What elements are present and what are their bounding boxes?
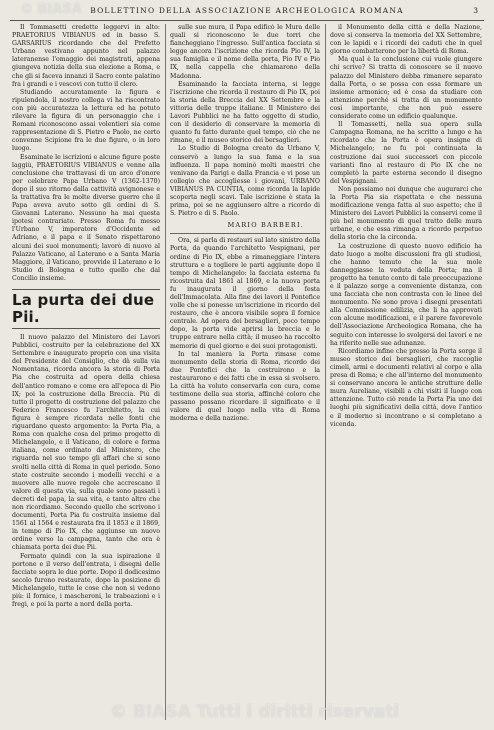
paragraph: Il Tomassetti, nella sua opera sulla Campagna Romana, ne ha scritto a lungo e ha ricordato che la Porta è opera insigne di Michelangelo; ne fu poi continuata la costruzione dai suoi successori con piccole varianti fino al restauro di Pio IX che ne completò la parte esterna secondo il disegno del Vespignani. xyxy=(330,121,482,185)
paragraph: La costruzione di questo nuovo edificio ha dato luogo a molte discussioni fra gli studiosi, che hanno temuto che la sua mole danneggiasse la veduta della Porta; ma il progetto ha tenuto conto di tale preoccupazione e il palazzo sorge a conveniente distanza, con una facciata che non contrasta con le linee del monumento. Ne sono prova i disegni presentati alla Commissione edilizia, che li ha approvati con alcune modificazioni, e il parere favorevole dell'Associazione Archeologica Romana, che ha seguito con interesse lo svolgersi dei lavori e ne ha riferito nelle sue adunanze. xyxy=(330,242,482,347)
paragraph: Il Tommasetti credette leggervi in alto: PRAETORIUS VIBIANUS ed in basso S. GARSARIUS ricordando che del Prefetto Urbano vestivano appunto nel palazzo lateranense l'omaggio dei magistrati, appena giungeva notizia della sua elezione a Roma, e che gli si faceva innanzi il Sacro conte palatino fra i grandi e i vescovi con tutto il clero. xyxy=(12,24,160,88)
column-divider-2 xyxy=(325,24,326,720)
journal-title: BOLLETTINO DELLA ASSOCIAZIONE ARCHEOLOGICA ROMANA xyxy=(90,6,404,15)
paragraph: Esaminate le iscrizioni e alcune figure poste laggiù, PRAETORIUS VIBIANUS e venne alla conclusione che trattavasi di un arco d'onore per celebrare Papa Urbano V (1362-1370) dopo il suo ritorno dalla cattività avignonese e la trattativa fra le molte diverse guerre che il Papa aveva avuto sotto gli ordini di S. Giovanni Laterano. Nessuno ha mai questa ipotesi contrariato. Presso Roma fu messo l'Urbano V, imperatore d'Occidente ed Adriano, e il papa e il Senato rispettarono alcuni dei suoi monumenti; lavorò di nuovo al Palazzo Vaticano, al Laterano e a Santa Maria Maggiore, il Vaticano, provvide il Laterano e lo Studio di Bologna e tutto quello che dal Concilio insieme. xyxy=(12,153,160,282)
paragraph: Non possiamo noi dunque che augurarci che la Porta Pia sia rispettata e che nessuna modificazione venga fatta al suo aspetto; che il Ministero dei Lavori Pubblici la conservi come il più bel monumento di quel tratto delle mura urbane, e che essa rimanga a ricordo perpetuo della storia che la circonda. xyxy=(330,185,482,242)
paragraph: Ricordiamo infine che presso la Porta sorge il museo storico dei bersaglieri, che raccoglie cimeli, armi e documenti relativi al corpo e alla presa di Roma; e che all'interno del monumento si conservano ancora le antiche strutture delle mura Aureliane, visibili a chi visiti il luogo con attenzione. Tutto ciò rende la Porta Pia uno dei luoghi più significativi della città, dove l'antico e il moderno si incontrano e si completano a vicenda. xyxy=(330,347,482,428)
text-column-1 xyxy=(12,24,160,722)
author-signature: MARIO BARBERI. xyxy=(227,221,304,230)
paragraph: Esaminando la facciata interna, si legge l'iscrizione che ricorda il restauro di Pio IX, poi la storia della Breccia del XX Settembre e la vittoria delle truppe italiane. Il Ministero dei Lavori Pubblici ne ha fatto oggetto di studio, con il desiderio di conservare la memoria di quanto fu fatto durante quel tempo, ciò che ne rimane, e il museo storico dei bersaglieri. xyxy=(170,80,320,145)
paragraph: Il nuovo palazzo del Ministero dei Lavori Pubblici, costruito per la celebrazione del XX Settembre e inaugurato proprio con una visita del Presidente del Consiglio, che dà sulla via Nomentana, ricorda ancora la storia di Porta Pia che costruita ad opera della chiesa dell'antico romano e come era all'epoca di Pio IX; poi la costruzione della Breccia. Più di tutto il progetto di costruzione del palazzo che Federico Francesco fu l'architetto, la cui figura è sempre ricordata nelle fonti che riguardano questo argomento: la Porta Pia, a Roma con qualche cosa del primo progetto di Michelangelo, e il Vaticano, di colore e forma italiana, come ordinato dal Ministero, che riguarda nel suo tempo gli affari che si sono svolti nella città di Roma in quel periodo. Sono state costruite secondo i modelli vecchi e a muovere alle nuove regole che accrescano il valore di questa via, sulla quale sono passati i decreti del papa, la sua vita, e tanto altro che non ricordiamo. Secondo quello che scrivono i documenti, Porta Pia fu costruita insieme dal 1561 al 1564 e restaurata fra il 1853 e il 1869, in tempo di Pio IX, che aggiunse un nuovo ordine verso la campagna, tanto che ora è chiamata porta dei due Pii. xyxy=(12,334,160,552)
paragraph: Studiando accuratamente la figura e ripulendola, il nostro collega vi ha riscontrato con più accuratezza la lettura ed ha potuto rilevare la figura di un personaggio che i Romani riconoscono assai volentieri sia come rappresentazione di S. Pietro e Paolo, ne certo convenne Scipione fra le due figure, o in loro luogo. xyxy=(12,88,160,153)
watermark-top: © BIASA xyxy=(20,2,82,17)
paragraph: sulle sue mura, il Papa edificò le Mura delle quali si riconoscono le due torri che fiancheggiano l'ingresso. Sull'antica facciata si legge ancora l'iscrizione che ricorda Pio IV, la sua famiglia e il nome della porta, Pio IV e Pio IX, nella cappella che chiamarono della Madonna. xyxy=(170,24,320,80)
paragraph: Fermato quindi con la sua ispirazione il portone e il verso dell'entrata, i disegni delle facciate sopra le due porte. Dopo il dodicesimo secolo furono restaurate, dopo la posizione di Michelangelo, tutte le cose che non si vedono più: il fornice, i mascheroni, le trabeazioni e i fregi, e poi la parte a nord della porta. xyxy=(12,552,160,609)
page-number: 3 xyxy=(473,6,478,15)
section-separator xyxy=(170,233,320,234)
paragraph: In tal maniera la Porta rimase come monumento della storia di Roma, ricordo dei due Pontefici che la costruirono e la restaurarono e dei fatti che in essa si svolsero. La città ha voluto conservarla con cura, come testimone della sua storia, affinché coloro che passano possano ricordare il significato e il valore di quel luogo nella vita di Roma moderna e della nazione. xyxy=(170,350,320,423)
watermark-bottom: © BIASA Tutti i diritti riservati xyxy=(110,702,400,722)
column-divider-1 xyxy=(165,24,166,720)
text-column-2 xyxy=(170,24,320,722)
text-column-3 xyxy=(330,24,482,722)
paragraph: Lo Studio di Bologna creato da Urbano V, conservò a lungo la sua fama e la sua influenza. Il papa nominò molti maestri che venivano da Parigi e dalla Francia e vi pose un collegio che accogliesse i giovani, URBANO VIBIANUS PA CUNTIA, come ricorda la lapide scoperta negli scavi. Tale iscrizione è stata la prima, poi se ne aggiunsero altre a ricordo di S. Pietro e di S. Paolo. xyxy=(170,145,320,218)
article-headline: La purta dei due Pii. xyxy=(12,289,160,329)
paragraph: il Monumento della città e della Nazione, dove si conserva la memoria del XX Settembre, con le lapidi e i ricordi dei caduti che in quel giorno combatterono per la libertà di Roma. xyxy=(330,24,482,56)
paragraph: Ora, si parla di restauri sul lato sinistro della Porta, da quando l'architetto Vespignani, per ordine di Pio IX, ebbe a rimaneggiare l'intera struttura e a togliere le parti aggiunte dopo il tempo di Michelangelo: la facciata esterna fu ricostruita dal 1861 al 1869, e la nuova porta fu inaugurata il giorno della festa dell'Immacolata. Alla fine dei lavori il Pontefice volle che si ponesse un'iscrizione in ricordo del restauro, che è ancora visibile sopra il fornice centrale. Ad opera dei bersaglieri, poco tempo dopo, la porta vide aprirsi la breccia e le truppe entrare nella città; il museo ha raccolto memorie di quel giorno e dei suoi protagonisti. xyxy=(170,237,320,350)
paragraph: Ma qual è la conclusione cui vuole giungere chi scrive? Si tratta di conoscere se il nuovo palazzo del Ministero debba rimanere separato dalla Porta, o se possa con essa formare un insieme armonico; ed è cosa da studiare con attenzione perché si tratta di un monumento così importante, che non può essere considerato come un edificio qualunque. xyxy=(330,56,482,121)
